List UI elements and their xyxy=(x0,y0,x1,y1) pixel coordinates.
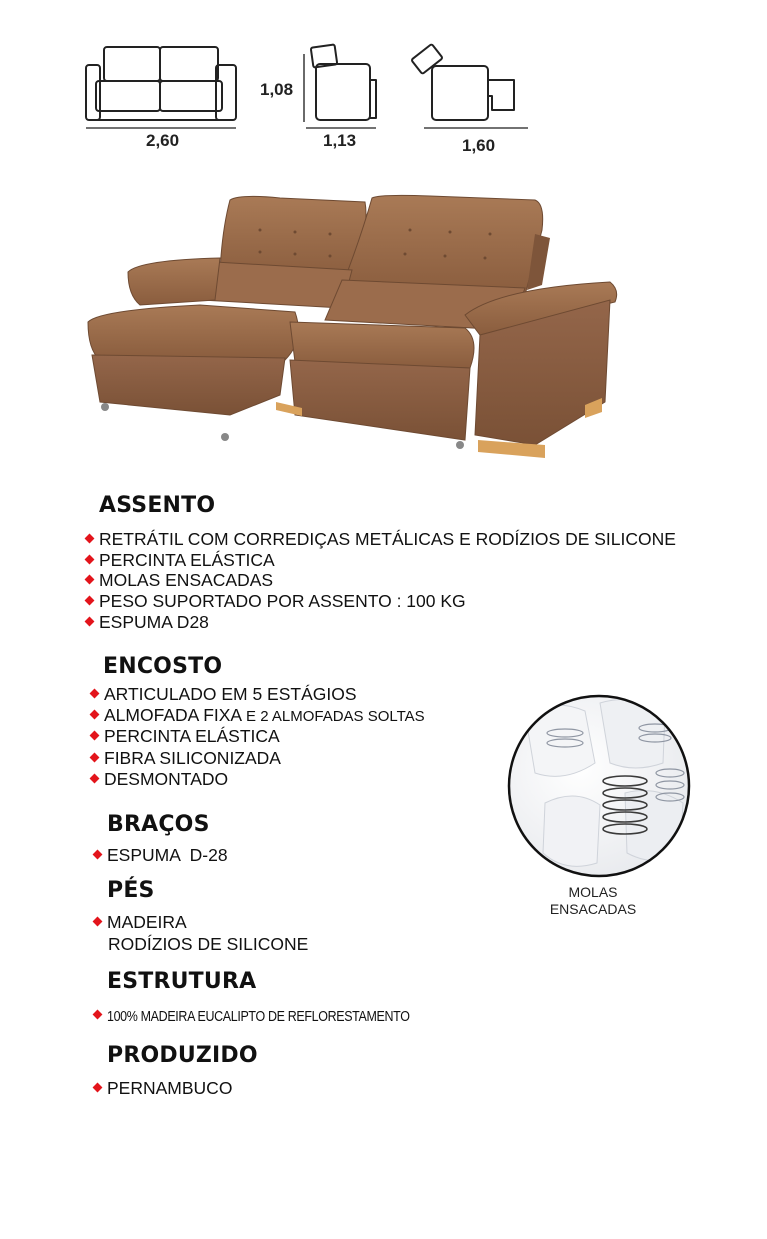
bullet-icon xyxy=(93,850,103,860)
dimension-width: 2,60 xyxy=(146,131,180,150)
bullet-icon xyxy=(90,710,100,720)
bullet-icon xyxy=(93,917,103,927)
bullet-icon xyxy=(90,753,100,763)
list-item: PERCINTA ELÁSTICA xyxy=(91,726,280,747)
list-item: MOLAS ENSACADAS xyxy=(86,570,273,591)
list-item: PERNAMBUCO xyxy=(94,1078,232,1099)
sofa-reclined-icon xyxy=(411,44,514,120)
list-item: PERCINTA ELÁSTICA xyxy=(86,550,275,571)
section-title-pes: PÉS xyxy=(107,878,155,903)
bullet-icon xyxy=(93,1083,103,1093)
list-item: PESO SUPORTADO POR ASSENTO : 100 KG xyxy=(86,591,466,612)
bullet-icon xyxy=(85,534,95,544)
dimension-height: 1,08 xyxy=(260,80,294,99)
list-item: ESPUMA D28 xyxy=(86,612,209,633)
list-item: 100% MADEIRA EUCALIPTO DE REFLORESTAMENTO xyxy=(94,1005,459,1028)
pocket-springs-image xyxy=(505,693,693,879)
bullet-icon xyxy=(85,555,95,565)
section-title-estrutura: ESTRUTURA xyxy=(107,969,257,994)
list-item: DESMONTADO xyxy=(91,769,228,790)
dimension-depth: 1,13 xyxy=(323,131,357,150)
section-title-assento: ASSENTO xyxy=(99,493,216,518)
list-item: ARTICULADO EM 5 ESTÁGIOS xyxy=(91,684,357,705)
bullet-icon xyxy=(93,1010,103,1020)
list-item: RETRÁTIL COM CORREDIÇAS METÁLICAS E RODÍZIOS DE SILICONE xyxy=(86,529,676,550)
section-title-bracos: BRAÇOS xyxy=(107,812,210,837)
list-item: ESPUMA D-28 xyxy=(94,845,228,866)
list-item: ALMOFADA FIXA E 2 ALMOFADAS SOLTAS xyxy=(91,705,425,727)
bullet-icon xyxy=(90,689,100,699)
bullet-icon xyxy=(85,575,95,585)
section-title-produzido: PRODUZIDO xyxy=(107,1043,258,1068)
bullet-icon xyxy=(85,596,95,606)
section-title-encosto: ENCOSTO xyxy=(103,654,223,679)
sofa-front-icon xyxy=(86,47,236,120)
list-item: RODÍZIOS DE SILICONE xyxy=(108,934,309,954)
list-item: MADEIRA xyxy=(94,912,187,933)
bullet-icon xyxy=(85,617,95,627)
list-item: FIBRA SILICONIZADA xyxy=(91,748,281,769)
sofa-product-image xyxy=(80,190,625,465)
dimension-depth-open: 1,60 xyxy=(462,136,496,155)
springs-caption: MOLAS ENSACADAS xyxy=(549,884,637,917)
sofa-side-icon xyxy=(311,44,376,120)
bullet-icon xyxy=(90,774,100,784)
dimension-diagrams xyxy=(0,0,767,170)
bullet-icon xyxy=(90,731,100,741)
